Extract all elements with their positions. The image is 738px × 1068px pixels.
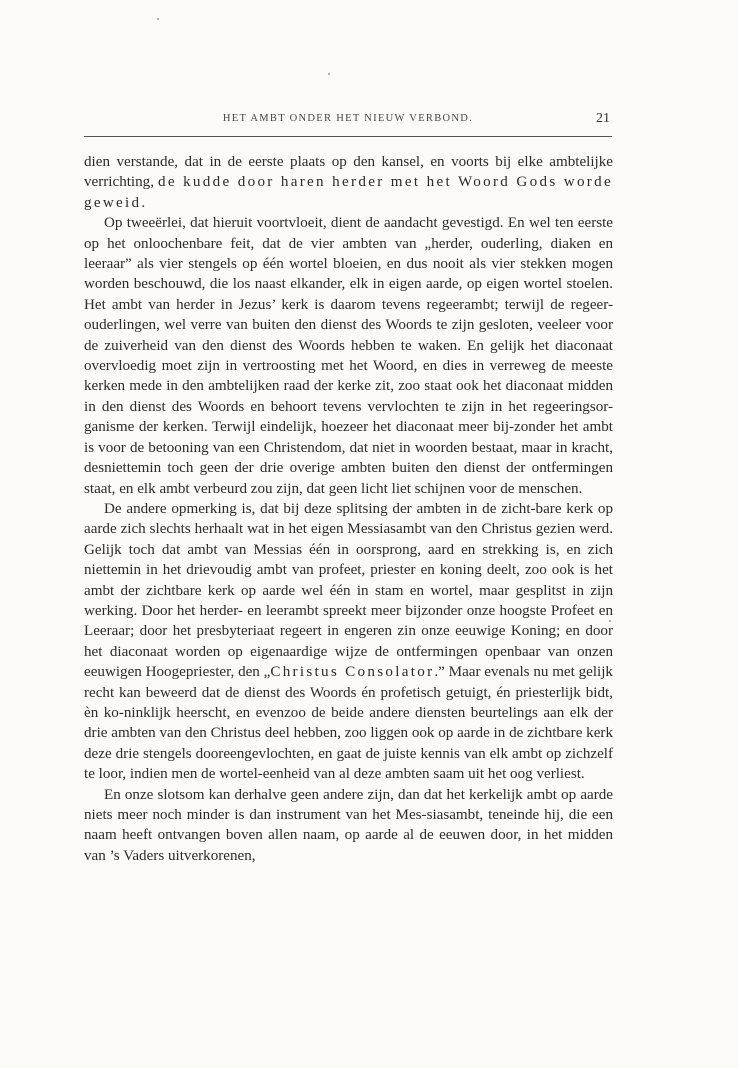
emphasized-phrase: Christus Consolator xyxy=(270,664,435,681)
paragraph-3-end: .” Maar evenals nu met gelijk recht kan beweerd dat de dienst des Woords én profetisch getuigt, én priesterlijk bidt, èn ko-ninklijk heerscht, en evenzoo de beide andere diensten beurtelings aan elk der drie ambten van den Christus deel hebben, zoo liggen ook op aarde in de zichtbare kerk deze drie stengels dooreengevlochten, en gaat de juiste kennis van elk ambt op zichzelf te loor, indien men de wortel-eenheid van al deze ambten saam uit het oog verliest. xyxy=(84,664,613,783)
paragraph-2: Op tweeërlei, dat hieruit voortvloeit, dient de aandacht gevestigd. En wel ten eerste op het onloochenbare feit, dat de vier ambten van „herder, ouderling, diaken en leeraar” als vier stengels op één wortel bloeien, en dus nooit als vier stekken mogen worden beschouwd, die los naast elkander, elk in eigen aarde, op eigen wortel stoelen. Het ambt van herder in Jezus’ kerk is daarom tevens regeerambt; terwijl de regeer-ouderlingen, wel verre van buiten den dienst des Woords te zijn gesloten, veeleer voor de zuiverheid van den dienst des Woords hebben te waken. En gelijk het diaconaat overvloedig moet zijn in vertroosting met het Woord, en dies in verreweg de meeste kerken mede in den ambtelijken raad der kerke zit, zoo staat ook het diaconaat midden in den dienst des Woords en behoort tevens vervlochten te zijn in het regeeringsor-ganisme der kerken. Terwijl eindelijk, hoezeer het diaconaat meer bij-zonder het ambt is voor de betooning van een Christendom, dat niet in woorden bestaat, maar in kracht, desniettemin toch geen der drie overige ambten buiten den dienst der ontfermingen staat, en elk ambt verbeurd zou zijn, dat geen licht liet schijnen voor de menschen. xyxy=(84,215,613,497)
page-number: 21 xyxy=(596,111,610,126)
paper-speck xyxy=(328,73,330,75)
paper-speck xyxy=(157,18,159,20)
paragraph-3 xyxy=(84,499,613,785)
paragraph-1-text: dien verstande, dat in de eerste plaats op den kansel, en voorts bij elke ambtelijke verrichting, xyxy=(84,154,613,191)
body-text xyxy=(84,152,613,866)
paragraph-1 xyxy=(84,152,613,213)
running-title: HET AMBT ONDER HET NIEUW VERBOND. xyxy=(222,113,474,124)
running-header xyxy=(84,113,612,133)
emphasized-phrase: de kudde door haren herder met het Woord Gods worde geweid xyxy=(84,174,613,211)
paragraph-1-end: . xyxy=(141,194,146,211)
paragraph-3-text: De andere opmerking is, dat bij deze splitsing der ambten in de zicht-bare kerk op aarde zich slechts herhaalt wat in het eigen Messiasambt van den Christus gezien werd. Gelijk toch dat ambt van Messias één in oorsprong, aard en strekking is, en zich niettemin in het drievoudig ambt van profeet, priester en koning deelt, zoo ook is het ambt der zichtbare kerk op aarde wel één in stam en wortel, maar gesplitst in zijn werking. Door het herder- en leerambt spreekt meer bijzonder onze hoogste Profeet en Leeraar; door het presbyteriaat regeert in engeren zin onze eeuwige Koning; en door het diaconaat worden op eigenaardige wijze de ontfermingen openbaar van onzen eeuwigen Hoogepriester, den „ xyxy=(84,500,613,681)
header-rule xyxy=(84,136,612,137)
paragraph-4: En onze slotsom kan derhalve geen andere zijn, dan dat het kerkelijk ambt op aarde niets meer noch minder is dan instrument van het Mes-siasambt, teneinde hij, die een naam heeft ontvangen boven allen naam, op aarde al de eeuwen door, in het midden van ’s Vaders uitverkorenen, xyxy=(84,786,613,864)
